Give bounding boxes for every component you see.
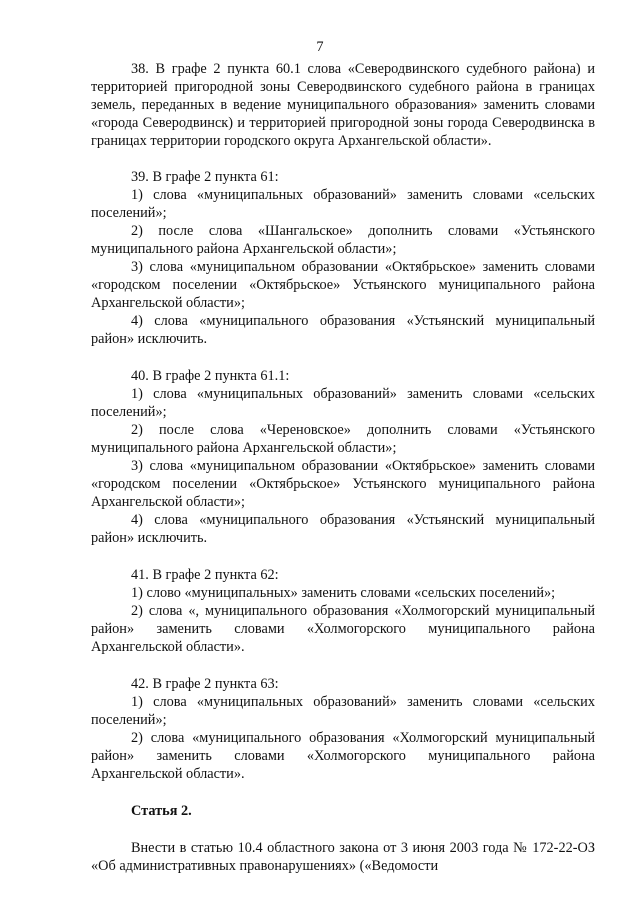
section-38-text: 38. В графе 2 пункта 60.1 слова «Северодвинского судебного района) и территорией пригородной зоны Северодвинского судебного района в границах земель, переданных в ведение муниципального образования» заменить словами «города Северодвинск) и территорией пригородной зоны города Северодвинска в границах территории городского округа Архангельской области». [91, 61, 595, 149]
section-39-item-1: 1) слова «муниципальных образований» заменить словами «сельских поселений»; [91, 187, 595, 221]
section-39-item-3: 3) слова «муниципальном образовании «Октябрьское» заменить словами «городском поселении «Октябрьское» Устьянского муниципального района Архангельской области»; [91, 259, 595, 311]
section-42-item-2: 2) слова «муниципального образования «Холмогорский муниципальный район» заменить словами «Холмогорского муниципального района Архангельской области». [91, 730, 595, 782]
article-heading [91, 802, 595, 820]
article-heading-text: Статья 2. [131, 803, 192, 819]
document-body [91, 60, 595, 875]
section-40-item-3: 3) слова «муниципальном образовании «Октябрьское» заменить словами «городском поселении «Октябрьское» Устьянского муниципального района Архангельской области»; [91, 458, 595, 510]
section-40-heading: 40. В графе 2 пункта 61.1: [131, 368, 290, 384]
section-39-item-4: 4) слова «муниципального образования «Устьянский муниципальный район» исключить. [91, 313, 595, 347]
section-41-item-2: 2) слова «, муниципального образования «Холмогорский муниципальный район» заменить словами «Холмогорского муниципального района Архангельской области». [91, 603, 595, 655]
section-39-item-2: 2) после слова «Шангальское» дополнить словами «Устьянского муниципального района Архангельской области»; [91, 223, 595, 257]
section-40-item-4: 4) слова «муниципального образования «Устьянский муниципальный район» исключить. [91, 512, 595, 546]
section-42-item-1: 1) слова «муниципальных образований» заменить словами «сельских поселений»; [91, 694, 595, 728]
article-text: Внести в статью 10.4 областного закона от 3 июня 2003 года № 172-22-ОЗ «Об административных правонарушениях» («Ведомости [91, 840, 595, 874]
section-40-item-2: 2) после слова «Череновское» дополнить словами «Устьянского муниципального района Архангельской области»; [91, 422, 595, 456]
section-42-heading: 42. В графе 2 пункта 63: [131, 676, 279, 692]
section-41-item-1: 1) слово «муниципальных» заменить словами «сельских поселений»; [131, 585, 556, 601]
section-39-heading: 39. В графе 2 пункта 61: [131, 169, 279, 185]
section-40-item-1: 1) слова «муниципальных образований» заменить словами «сельских поселений»; [91, 386, 595, 420]
page-number: 7 [316, 39, 324, 55]
section-41-heading: 41. В графе 2 пункта 62: [131, 567, 279, 583]
